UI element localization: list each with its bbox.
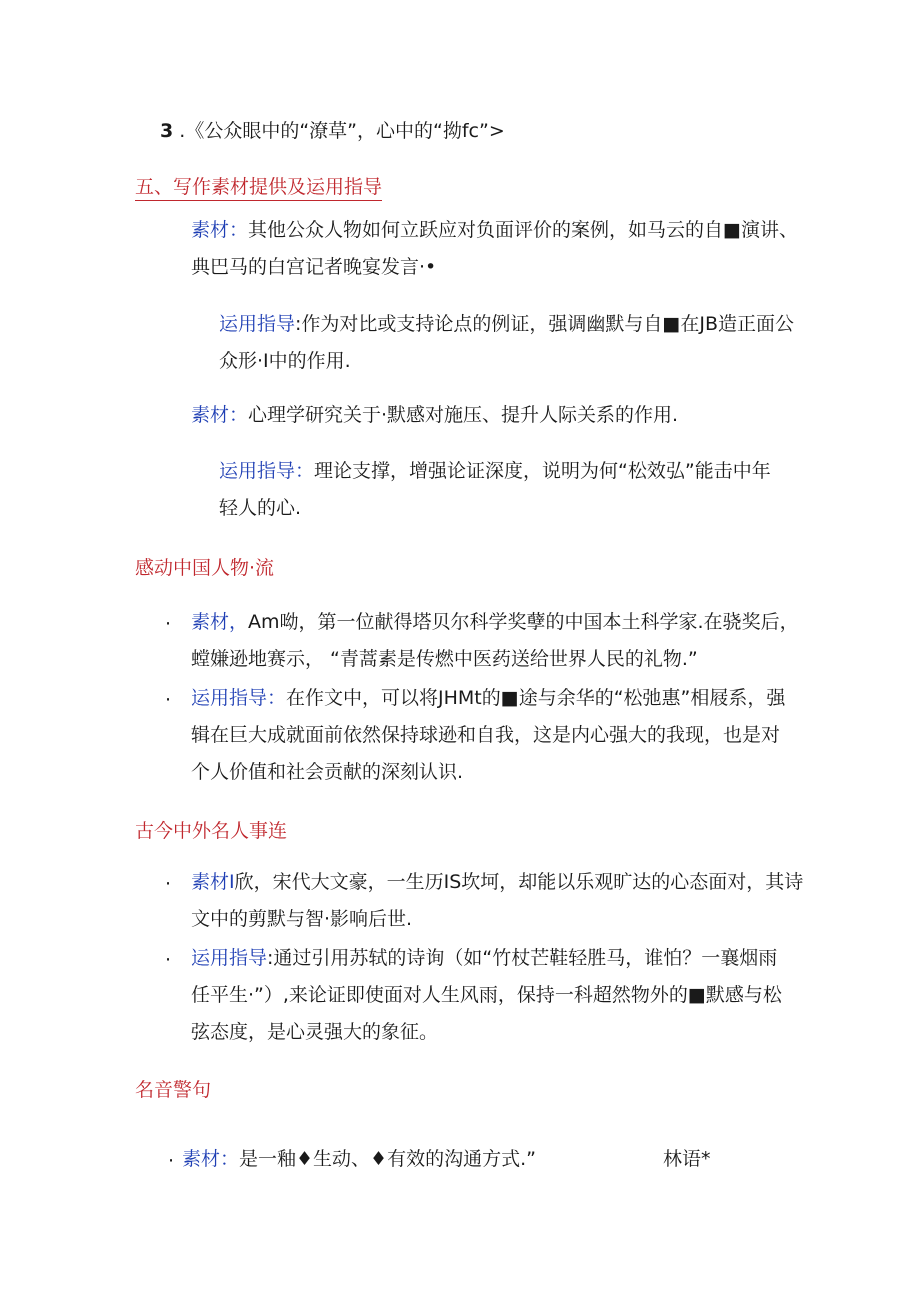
guidance-item-1 [219, 306, 794, 380]
material-text-line-2: 螳嫌逊地赛示， “青蒿素是传燃中医药送给世界人民的礼物.” [191, 648, 698, 670]
bullet-dot: · [165, 949, 172, 971]
material-item-1 [191, 212, 798, 286]
guidance-text-line-3: 弦态度，是心灵强大的象征。 [191, 1021, 439, 1043]
guidance-label: 运用指导 [191, 947, 268, 969]
guidance-text-line-3: 个人价值和社会贡献的深刻认识. [191, 761, 464, 783]
guidance-text-line-1: 理论支撑，增强论证深度，说明为何“松效弘”能击中年 [314, 460, 771, 482]
quote-material-item [182, 1141, 536, 1178]
material-text-line-1: 其他公众人物如何立跃应对负面评价的案例，如马云的自■演讲、 [248, 219, 798, 241]
article-heading [160, 116, 505, 143]
touching-guidance-item [191, 680, 785, 791]
guidance-text-line-1: 在作文中，可以将JHMt的■途与余华的“松弛惠”相屐系，强 [286, 687, 786, 709]
guidance-text-line-2: 辑在巨大成就面前依然保持球逊和自我，这是内心强大的我现，也是对 [191, 724, 781, 746]
guidance-text-line-2: 轻人的心. [219, 497, 302, 519]
material-text-line-1: 欣，宋代大文豪，一生历IS坎坷，却能以乐观旷达的心态面对，其诗 [234, 871, 804, 893]
material-text-line-1: 心理学研究关于·默感对施压、提升人际关系的作用. [248, 404, 679, 426]
section-title-touching-china: 感动中国人物·流 [135, 557, 275, 579]
quote-author: 林语* [663, 1148, 711, 1170]
touching-material-item [191, 604, 799, 678]
bullet-dot: · [165, 613, 172, 635]
material-label: 素材： [191, 219, 249, 241]
guidance-text-line-1: :作为对比或支持论点的例证，强调幽默与自■在JB造正面公 [295, 313, 795, 335]
guidance-item-2 [219, 453, 771, 527]
guidance-label: 运用指导： [219, 460, 315, 482]
material-text-line-1: Am呦，第一位献得塔贝尔科学奖孽的中国本土科学家.在骁奖后， [248, 611, 799, 633]
guidance-text-line-2: 任平生·”）,来论证即使面对人生风雨，保持一科超然物外的■默感与松 [191, 984, 782, 1006]
material-label: 素材， [191, 611, 249, 633]
section-title-writing-materials: 五、写作素材提供及运用指导 [135, 172, 382, 201]
material-label: 素材： [191, 404, 249, 426]
material-text-line-2: 文中的剪默与智·影响后世. [191, 908, 413, 930]
material-label: 素材： [182, 1148, 240, 1170]
material-item-2 [191, 397, 678, 434]
section-title-famous-people: 古今中外名人事连 [135, 820, 288, 842]
bullet-dot: · [168, 1150, 175, 1172]
bullet-dot: · [165, 689, 172, 711]
guidance-label: 运用指导： [191, 687, 287, 709]
material-text-line-2: 典巴马的白宫记者晚宴发言·• [191, 256, 437, 278]
famous-material-item [191, 864, 803, 938]
quote-text: 是一釉♦生动、♦有效的沟通方式.” [239, 1148, 536, 1170]
guidance-label: 运用指导 [219, 313, 296, 335]
section-title-famous-quotes: 名音警句 [135, 1079, 212, 1101]
heading-text: .《公众眼中的“潦草”，心中的“拗fc”> [173, 120, 505, 142]
bullet-dot: · [165, 873, 172, 895]
famous-guidance-item [191, 940, 782, 1051]
guidance-text-line-2: 众形·I中的作用. [219, 350, 351, 372]
heading-number: 3 [160, 120, 174, 142]
material-label: 素材I [191, 871, 235, 893]
guidance-text-line-1: :通过引用苏轼的诗询（如“竹杖芒鞋轻胜马，谁怕？一襄烟雨 [267, 947, 778, 969]
